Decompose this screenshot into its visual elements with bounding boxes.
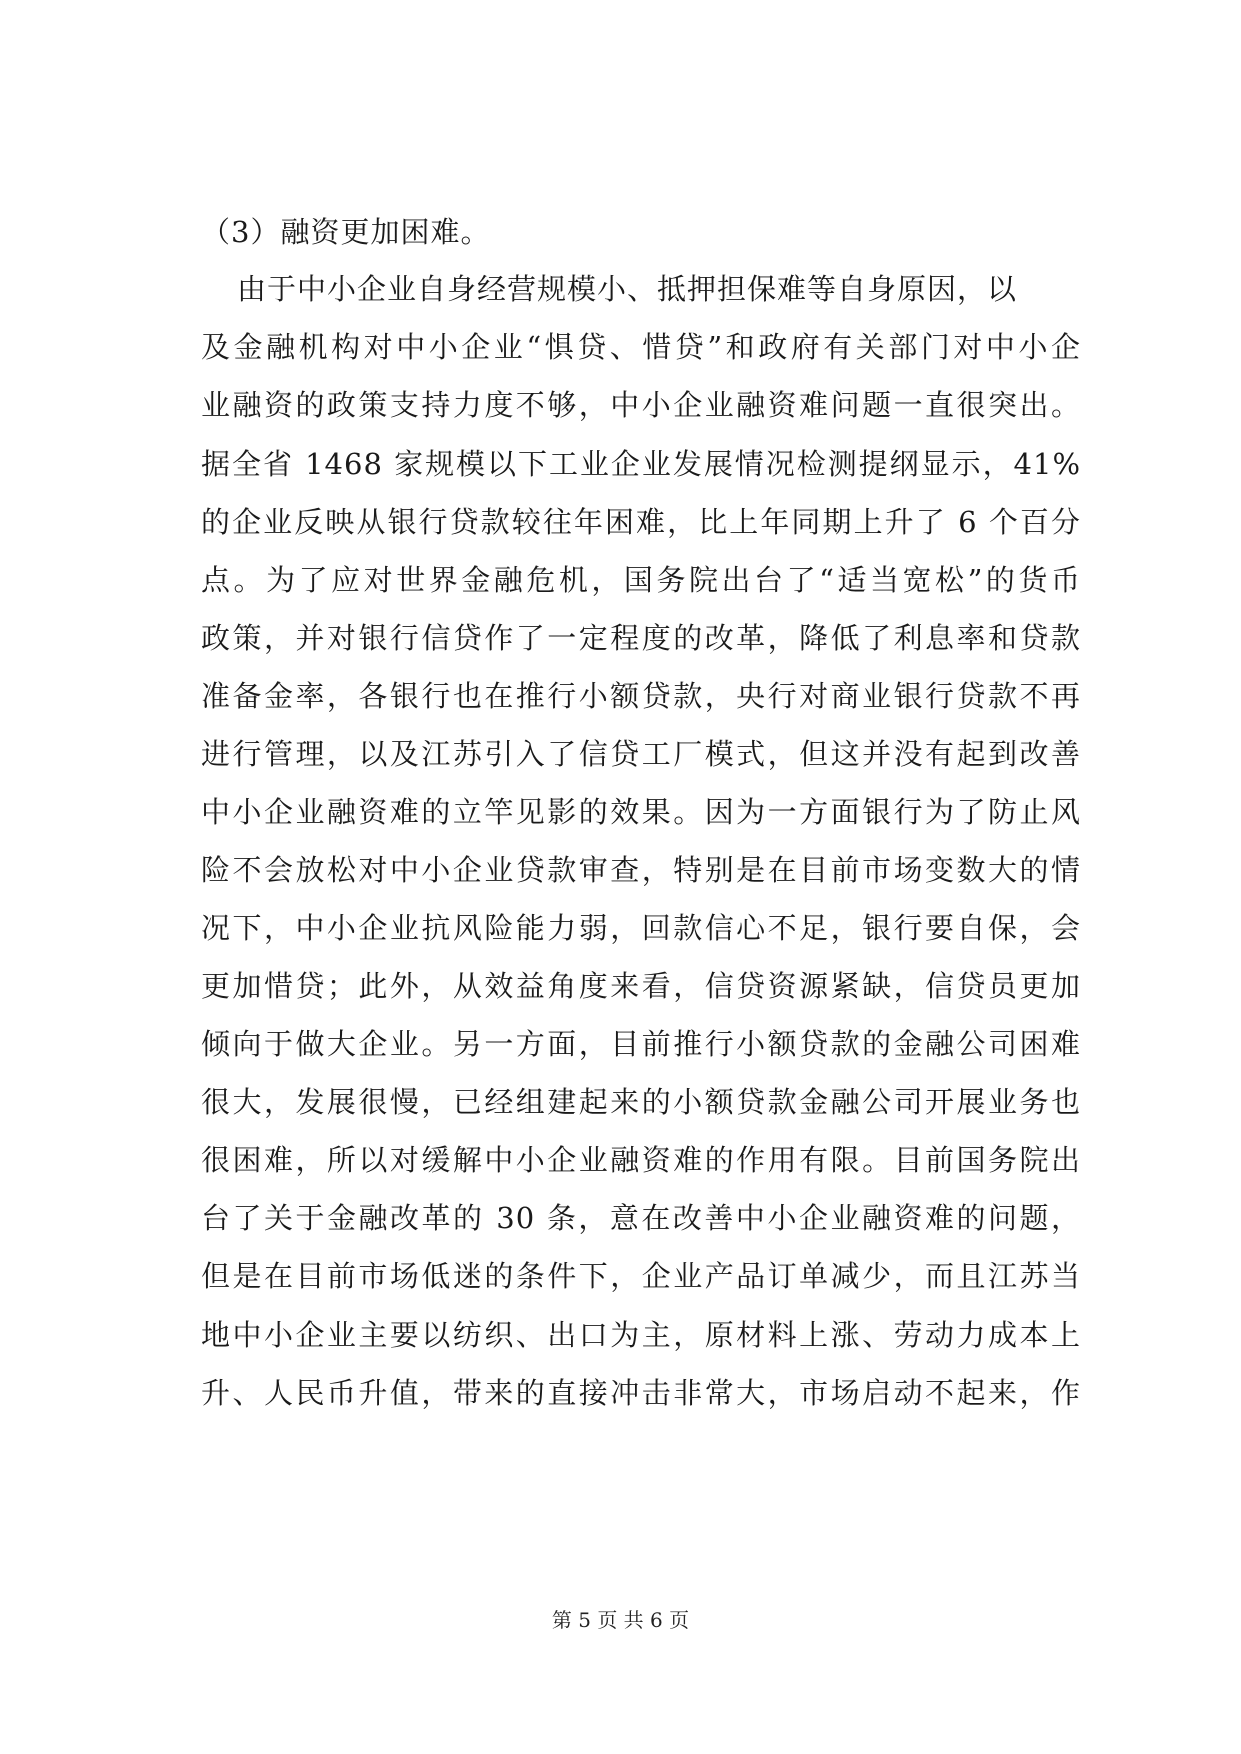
paragraph-line: 由于中小企业自身经营规模小、抵押担保难等自身原因，以 bbox=[237, 272, 1018, 306]
paragraph-line: 很困难，所以对缓解中小企业融资难的作用有限。目前国务院出 bbox=[201, 1143, 1081, 1177]
paragraph-line: 险不会放松对中小企业贷款审查，特别是在目前市场变数大的情 bbox=[201, 853, 1081, 887]
section-heading: （3）融资更加困难。 bbox=[201, 215, 491, 249]
paragraph-line: 业融资的政策支持力度不够，中小企业融资难问题一直很突出。 bbox=[201, 388, 1081, 422]
paragraph-line: 地中小企业主要以纺织、出口为主，原材料上涨、劳动力成本上 bbox=[201, 1318, 1081, 1352]
page-number-footer: 第 5 页 共 6 页 bbox=[551, 1608, 690, 1632]
paragraph-line: 准备金率，各银行也在推行小额贷款，央行对商业银行贷款不再 bbox=[201, 679, 1081, 713]
paragraph-line: 中小企业融资难的立竿见影的效果。因为一方面银行为了防止风 bbox=[201, 795, 1081, 829]
paragraph-line: 更加惜贷；此外，从效益角度来看，信贷资源紧缺，信贷员更加 bbox=[201, 969, 1081, 1003]
paragraph-line: 点。为了应对世界金融危机，国务院出台了“适当宽松”的货币 bbox=[201, 563, 1081, 597]
paragraph-line: 但是在目前市场低迷的条件下，企业产品订单减少，而且江苏当 bbox=[201, 1259, 1081, 1293]
paragraph-line: 的企业反映从银行贷款较往年困难，比上年同期上升了 6 个百分 bbox=[201, 505, 1081, 539]
paragraph-line: 进行管理，以及江苏引入了信贷工厂模式，但这并没有起到改善 bbox=[201, 737, 1081, 771]
paragraph-line: 况下，中小企业抗风险能力弱，回款信心不足，银行要自保，会 bbox=[201, 911, 1081, 945]
paragraph-line: 很大，发展很慢，已经组建起来的小额贷款金融公司开展业务也 bbox=[201, 1085, 1081, 1119]
paragraph-line: 政策，并对银行信贷作了一定程度的改革，降低了利息率和贷款 bbox=[201, 621, 1081, 655]
paragraph-line: 台了关于金融改革的 30 条，意在改善中小企业融资难的问题， bbox=[201, 1201, 1081, 1235]
paragraph-line: 据全省 1468 家规模以下工业企业发展情况检测提纲显示，41% bbox=[201, 447, 1081, 481]
paragraph-line: 升、人民币升值，带来的直接冲击非常大，市场启动不起来，作 bbox=[201, 1376, 1081, 1410]
paragraph-line: 倾向于做大企业。另一方面，目前推行小额贷款的金融公司困难 bbox=[201, 1027, 1081, 1061]
paragraph-line: 及金融机构对中小企业“惧贷、惜贷”和政府有关部门对中小企 bbox=[201, 330, 1081, 364]
